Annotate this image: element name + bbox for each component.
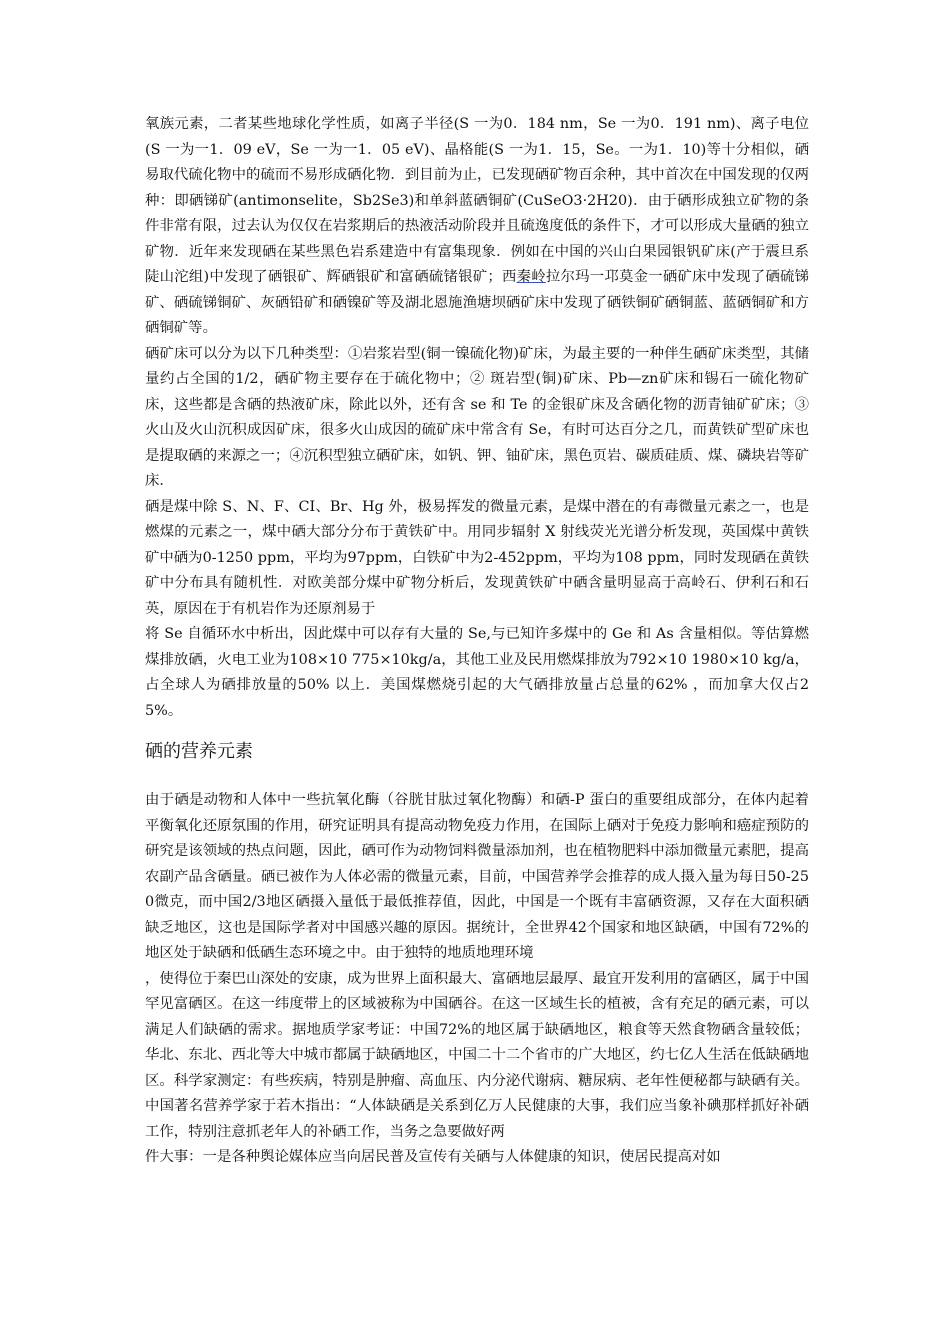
qinling-link[interactable]: 秦岭 bbox=[516, 269, 546, 285]
paragraph-coal-emission: 将 Se 自循环水中析出，因此煤中可以存有大量的 Se,与已知许多煤中的 Ge 和 As 含量相似。等估算燃煤排放硒，火电工业为108×10 775×10kg/a，其他工业及民用燃煤排放为792×10 1980×10 kg/a，占全球人为硒排放量的50% 以上．美国煤燃烧引起的大气硒排放量占总量的62% ，而加拿大仅占25%。 bbox=[145, 626, 809, 719]
paragraph-text: 氧族元素，二者某些地球化学性质，如离子半径(S 一为0．184 nm，Se 一为0．191 nm)、离子电位(S 一为一1．09 eV，Se 一为一1．05 eV)、晶格能(S 一为1．15，Se。一为1．10)等十分相似，硒易取代硫化物中的硫而不易形成硒化物．到目前为止，已发现硒矿物百余种，其中首次在中国发现的仅两种：即硒锑矿(antimonselite，Sb2Se3)和单斜蓝硒铜矿(CuSeO3·2H20)．由于硒形成独立矿物的条件非常有限，过去认为仅仅在岩浆期后的热液活动阶段并且硫逸度低的条件下，才可以形成大量硒的独立矿物．近年来发现硒在某些黑色岩系建造中有富集现象．例如在中国的兴山白果园银钒矿床(产于震旦系陡山沱组)中发现了硒银矿、辉硒银矿和富硒硫锗银矿；西 bbox=[145, 116, 809, 285]
paragraph-continued: 件大事：一是各种舆论媒体应当向居民普及宣传有关硒与人体健康的知识，使居民提高对如 bbox=[145, 1149, 721, 1165]
document-page bbox=[145, 112, 809, 1171]
paragraph-text: 拉尔玛一邛莫金一硒矿床中发现了硒硫锑矿、硒硫锑铜矿、灰硒铅矿和硒镍矿等及湖北恩施渔塘坝硒矿床中发现了硒铁铜矿硒铜蓝、蓝硒铜矿和方硒铜矿等。 bbox=[145, 269, 809, 336]
paragraph-ankang: ，使得位于秦巴山深处的安康，成为世界上面积最大、富硒地层最厚、最宜开发利用的富硒区，属于中国罕见富硒区。在这一纬度带上的区域被称为中国硒谷。在这一区域生长的植被，含有充足的硒元素，可以满足人们缺硒的需求。据地质学家考证：中国72%的地区属于缺硒地区，粮食等天然食物硒含量较低；华北、东北、西北等大中城市都属于缺硒地区，中国二十二个省市的广大地区，约七亿人生活在低缺硒地区。科学家测定：有些疾病，特别是肿瘤、高血压、内分泌代谢病、糖尿病、老年性便秘都与缺硒有关。中国著名营养学家于若木指出：“人体缺硒是关系到亿万人民健康的大事，我们应当象补碘那样抓好补硒工作，特别注意抓老年人的补硒工作，当务之急要做好两 bbox=[145, 970, 809, 1140]
paragraph-deposit-types: 硒矿床可以分为以下几种类型：①岩浆岩型(铜一镍硫化物)矿床，为最主要的一种伴生硒矿床类型，其储量约占全国的1/2，硒矿物主要存在于硫化物中；② 斑岩型(铜)矿床、Pb—zn矿床和锡石一硫化物矿床，这些都是含硒的热液矿床，除此以外，还有含 se 和 Te 的金银矿床及含硒化物的沥青铀矿矿床；③火山及火山沉积成因矿床，很多火山成因的硫矿床中常含有 Se，有时可达百分之几，而黄铁矿型矿床也是提取硒的来源之一；④沉积型独立硒矿床，如钒、钾、铀矿床，黑色页岩、碳质硅质、煤、磷块岩等矿床． bbox=[145, 345, 809, 489]
paragraph-coal-selenium: 硒是煤中除 S、N、F、CI、Br、Hg 外，极易挥发的微量元素，是煤中潜在的有毒微量元素之一，也是燃煤的元素之一，煤中硒大部分分布于黄铁矿中。用同步辐射 X 射线荧光光谱分析发现，英国煤中黄铁矿中硒为0-1250 ppm，平均为97ppm，白铁矿中为2-452ppm，平均为108 ppm，同时发现硒在黄铁矿中分布具有随机性．对欧美部分煤中矿物分析后，发现黄铁矿中硒含量明显高于高岭石、伊利石和石英，原因在于有机岩作为还原剂易于 bbox=[145, 498, 809, 617]
section-heading: 硒的营养元素 bbox=[145, 741, 253, 762]
paragraph-nutrition: 由于硒是动物和人体中一些抗氧化酶（谷胱甘肽过氧化物酶）和硒-P 蛋白的重要组成部分，在体内起着平衡氧化还原氛围的作用，研究证明具有提高动物免疫力作用，在国际上硒对于免疫力影响和癌症预防的研究是该领域的热点问题，因此，硒可作为动物饲料微量添加剂，也在植物肥料中添加微量元素肥，提高农副产品含硒量。硒已被作为人体必需的微量元素，目前，中国营养学会推荐的成人摄入量为每日50-250微克，而中国2/3地区硒摄入量低于最低推荐值，因此，中国是一个既有丰富硒资源，又存在大面积硒缺乏地区，这也是国际学者对中国感兴趣的原因。据统计，全世界42个国家和地区缺硒，中国有72%的地区处于缺硒和低硒生态环境之中。由于独特的地质地理环境 bbox=[145, 792, 809, 961]
paragraph-selenium-minerals bbox=[145, 112, 809, 342]
